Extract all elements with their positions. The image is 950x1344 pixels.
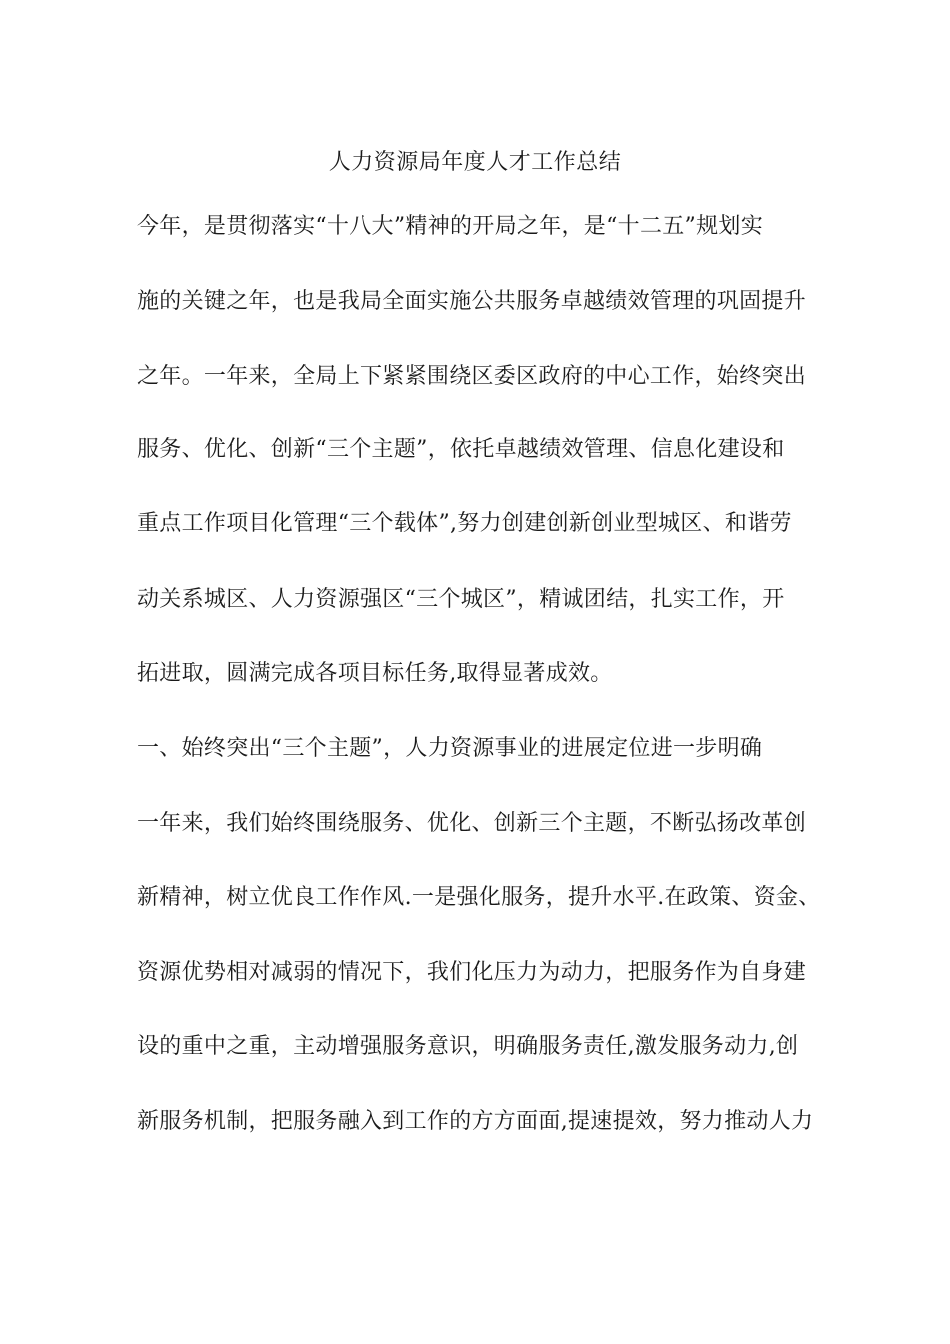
body-line-11: 资源优势相对减弱的情况下，我们化压力为动力，把服务作为自身建 [137, 960, 807, 985]
body-line-7: 拓进取，圆满完成各项目标任务,取得显著成效。 [137, 661, 613, 686]
body-line-3: 之年。一年来，全局上下紧紧围绕区委区政府的中心工作，始终突出 [137, 364, 807, 389]
body-line-4: 服务、优化、创新“三个主题”，依托卓越绩效管理、信息化建设和 [137, 437, 785, 462]
body-line-1: 今年，是贯彻落实“十八大”精神的开局之年，是“十二五”规划实 [137, 214, 763, 239]
body-line-9: 一年来，我们始终围绕服务、优化、创新三个主题，不断弘扬改革创 [137, 811, 807, 836]
section-heading-1: 一、始终突出“三个主题”，人力资源事业的进展定位进一步明确 [137, 736, 763, 761]
body-line-2: 施的关键之年，也是我局全面实施公共服务卓越绩效管理的巩固提升 [137, 289, 807, 314]
body-line-10: 新精神，树立优良工作作风.一是强化服务，提升水平.在政策、资金、 [137, 885, 821, 910]
body-line-5: 重点工作项目化管理“三个载体”,努力创建创新创业型城区、和谐劳 [137, 511, 792, 536]
body-line-13: 新服务机制，把服务融入到工作的方方面面,提速提效，努力推动人力 [137, 1109, 814, 1134]
document-title: 人力资源局年度人才工作总结 [328, 150, 622, 175]
body-line-12: 设的重中之重，主动增强服务意识，明确服务责任,激发服务动力,创 [137, 1034, 799, 1059]
body-line-6: 动关系城区、人力资源强区“三个城区”，精诚团结，扎实工作，开 [137, 587, 785, 612]
